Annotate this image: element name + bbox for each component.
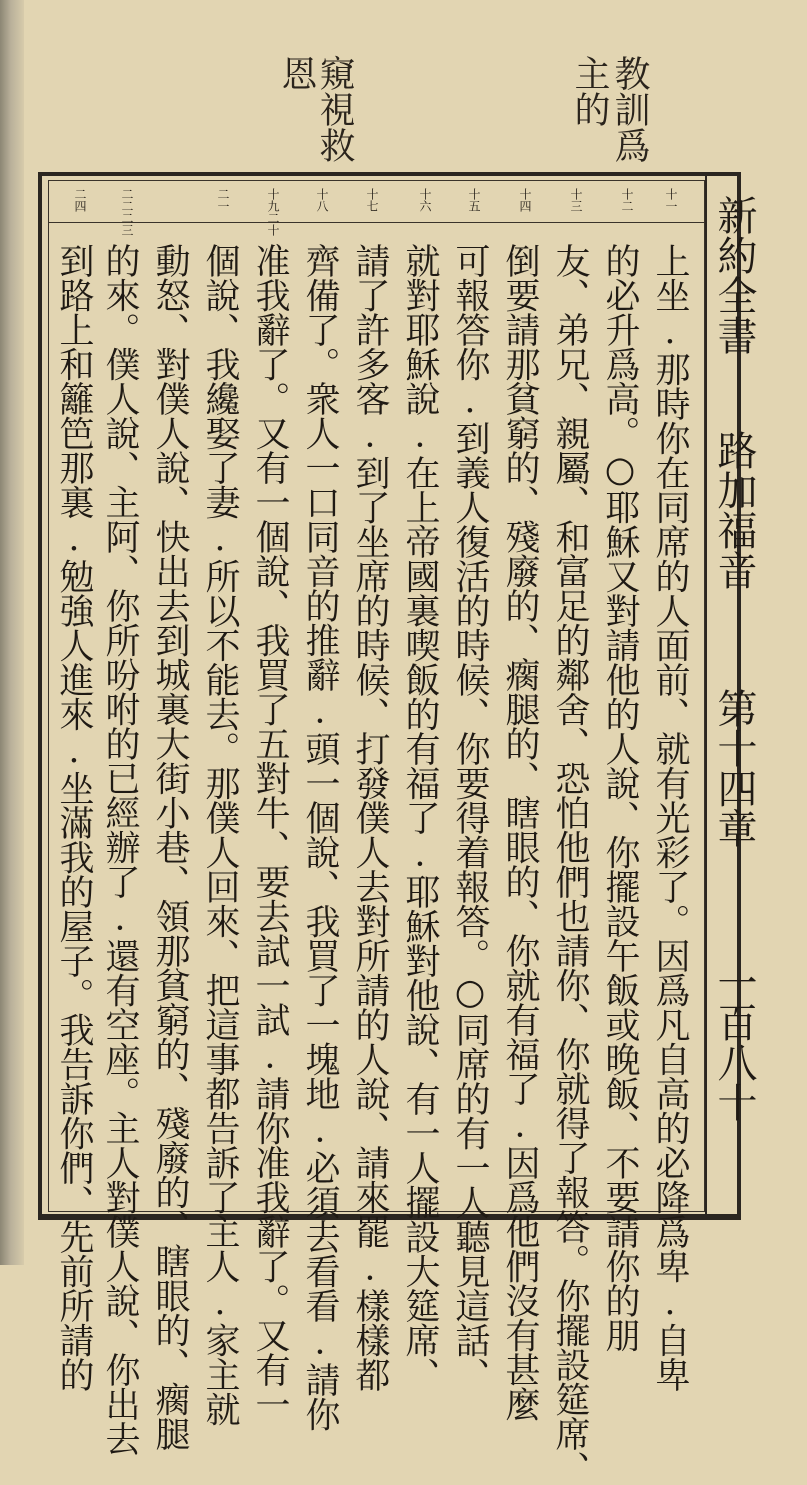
text-column: 齊備了。衆人一口同音的推辭.頭一個說、我買了一塊地.必須去看看.請你 [300,243,340,1431]
margin-note: 恩 [276,55,317,91]
verse-number: 十六 [418,188,432,212]
text-column: 友、弟兄、親屬、和富足的鄰舍、恐怕他們也請你、你就得了報答。你擺設筵席、 [550,243,590,1485]
verse-number: 十二 [620,188,634,212]
verse-number: 二二二三 [120,188,134,236]
verse-number: 十三 [569,188,583,212]
header-rule [705,176,707,1218]
verse-number: 二四 [73,188,87,212]
margin-note: 窺視救 [314,55,355,163]
text-column: 上坐.那時你在同席的人面前、就有光彩了。因爲凡自高的必降爲卑.自卑 [650,243,690,1392]
text-column: 請了許多客.到了坐席的時候、打發僕人去對所請的人說、請來罷.樣樣都 [350,243,390,1392]
margin-note: 主的 [569,55,610,127]
verse-number: 十五 [467,188,481,212]
running-title: 新約全書 [711,195,757,355]
verse-number: 十七 [365,188,379,212]
chapter-title: 第十四章 [711,688,757,848]
text-column: 可報答你.到義人復活的時候、你要得着報答。○同席的有一人聽見這話、 [450,243,490,1392]
verse-number: 十八 [315,188,329,212]
text-column: 的必升爲高。○耶穌又對請他的人說、你擺設午飯或晚飯、不要請你的朋 [600,243,640,1352]
text-column: 准我辭了。又有一個說、我買了五對牛、要去試一試.請你准我辭了。又有一 [250,243,290,1421]
text-column: 動怒、對僕人說、快出去到城裏大街小巷、領那貧窮的、殘廢的、瞎眼的、瘸腿 [150,243,190,1451]
page-number: 一百八十 [711,962,757,1122]
book-spine-shadow [0,0,24,1265]
verse-number: 十一 [664,188,678,212]
book-title: 路加福音 [711,430,757,590]
verse-number-rule [48,222,705,223]
text-column: 的來。僕人說、主阿、你所吩咐的已經辦了.還有空座。主人對僕人說、你出去 [100,243,140,1456]
text-column: 就對耶穌說.在上帝國裏喫飯的有福了.耶穌對他說、有一人擺設大筵席、 [400,243,440,1392]
verse-number: 十四 [518,188,532,212]
text-column: 到路上和籬笆那裏.勉強人進來.坐滿我的屋子。我告訴你們、先前所請的 [54,243,94,1392]
margin-note: 教訓爲 [609,55,650,163]
text-column: 倒要請那貧窮的、殘廢的、瘸腿的、瞎眼的、你就有福了.因爲他們沒有甚麼 [500,243,540,1421]
verse-number: 二一 [216,188,230,212]
verse-number: 十九二十 [266,188,280,236]
text-column: 個說、我纔娶了妻.所以不能去。那僕人回來、把這事都告訴了主人.家主就 [200,243,240,1426]
